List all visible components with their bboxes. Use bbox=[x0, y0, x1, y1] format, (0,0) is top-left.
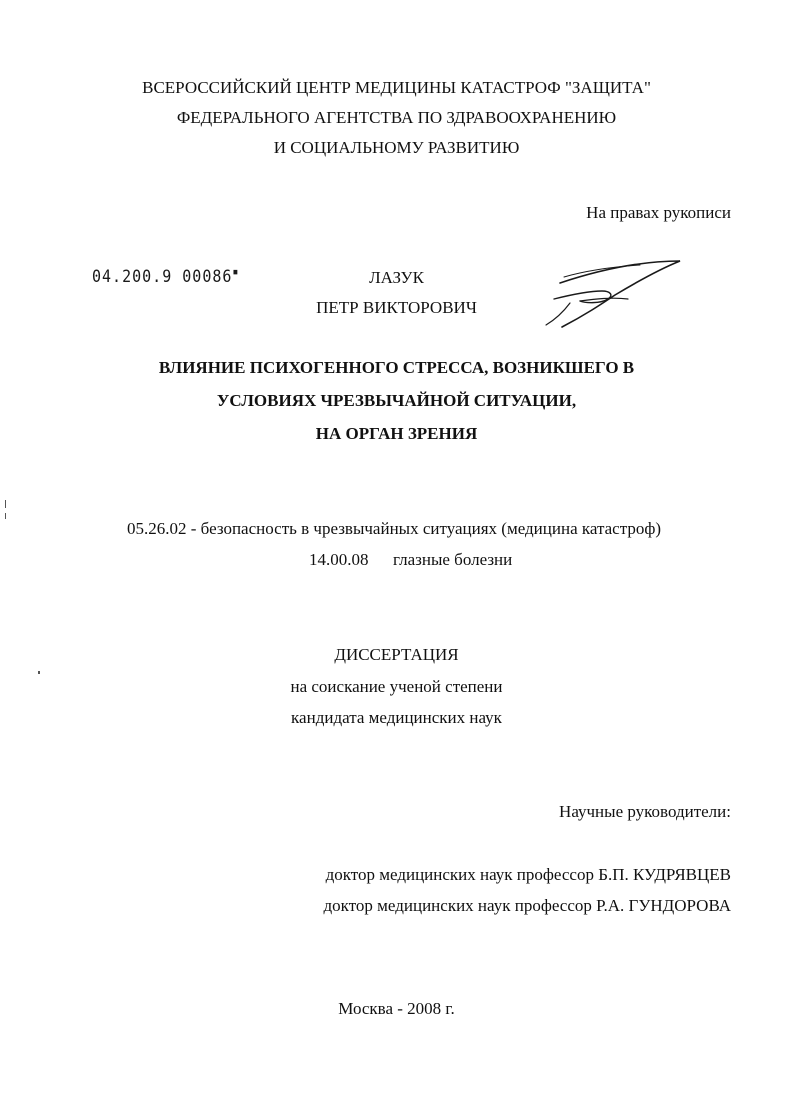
specialty-code: 05.26.02 bbox=[127, 519, 187, 538]
specialty-text: глазные болезни bbox=[393, 550, 513, 569]
title-line-2: УСЛОВИЯХ ЧРЕЗВЫЧАЙНОЙ СИТУАЦИИ, bbox=[216, 391, 577, 410]
degree-line-1: на соискание ученой степени bbox=[290, 677, 503, 696]
signature-icon bbox=[540, 255, 690, 335]
supervisor-item: доктор медицинских наук профессор Р.А. ГУНДОРОВА bbox=[323, 896, 731, 915]
supervisors-heading: Научные руководители: bbox=[559, 802, 731, 821]
supervisor-item: доктор медицинских наук профессор Б.П. КУДРЯВЦЕВ bbox=[325, 865, 731, 884]
author-name: ПЕТР ВИКТОРОВИЧ bbox=[316, 298, 477, 317]
degree-line-2: кандидата медицинских наук bbox=[291, 708, 502, 727]
header-line-3: И СОЦИАЛЬНОМУ РАЗВИТИЮ bbox=[273, 138, 520, 157]
specialty-text: - безопасность в чрезвычайных ситуациях (медицина катастроф) bbox=[190, 519, 662, 538]
stamp-mark-icon: ▪ bbox=[232, 266, 240, 279]
scan-artifact bbox=[5, 500, 6, 508]
scan-artifact bbox=[38, 671, 40, 674]
header-line-1: ВСЕРОССИЙСКИЙ ЦЕНТР МЕДИЦИНЫ КАТАСТРОФ "ЗАЩИТА" bbox=[142, 78, 651, 97]
title-line-1: ВЛИЯНИЕ ПСИХОГЕННОГО СТРЕССА, ВОЗНИКШЕГО В bbox=[158, 358, 635, 377]
city-year: Москва - 2008 г. bbox=[338, 999, 455, 1018]
header-line-2: ФЕДЕРАЛЬНОГО АГЕНТСТВА ПО ЗДРАВООХРАНЕНИЮ bbox=[176, 108, 617, 127]
stamp-number: 04.200.9 00086 bbox=[92, 266, 233, 287]
scan-artifact bbox=[5, 513, 6, 519]
title-line-3: НА ОРГАН ЗРЕНИЯ bbox=[315, 424, 478, 443]
author-surname: ЛАЗУК bbox=[369, 268, 424, 287]
rights-note: На правах рукописи bbox=[586, 203, 731, 222]
specialty-code: 14.00.08 bbox=[309, 550, 369, 569]
specialty-row bbox=[309, 550, 512, 570]
specialty-row bbox=[127, 519, 661, 539]
degree-title: ДИССЕРТАЦИЯ bbox=[334, 645, 459, 664]
